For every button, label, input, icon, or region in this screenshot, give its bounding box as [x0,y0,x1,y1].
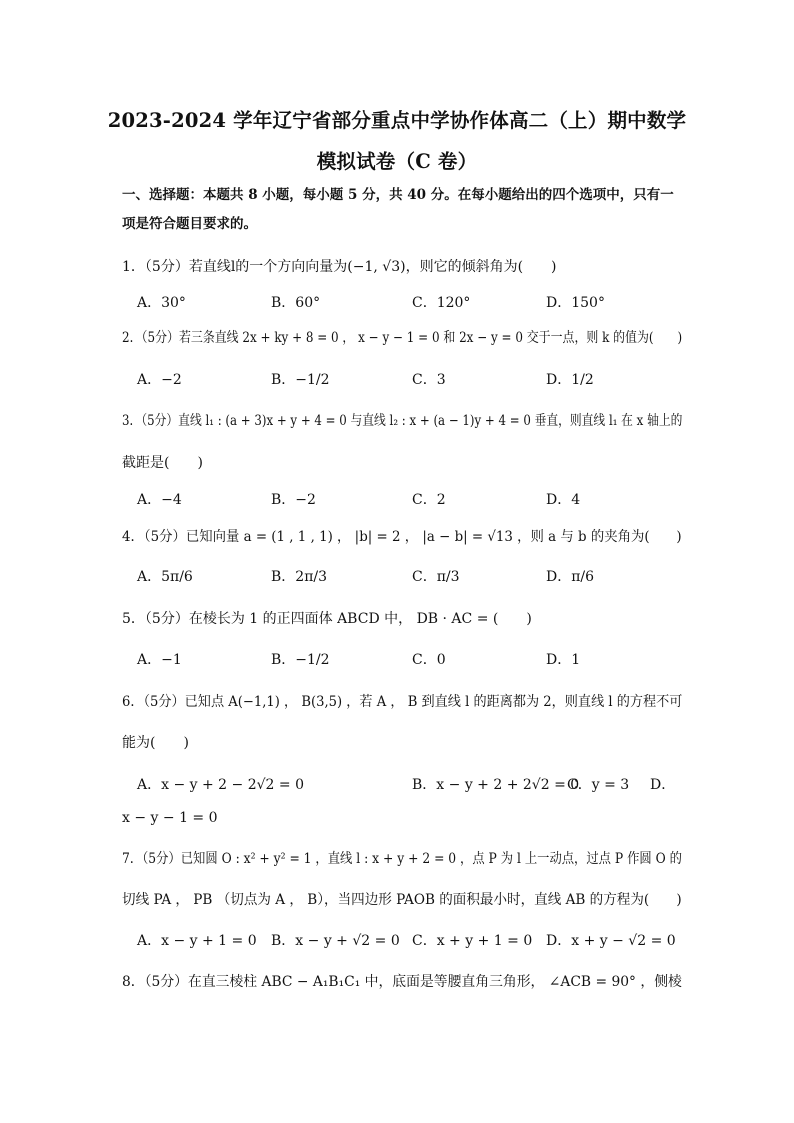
q2-option-a[interactable]: A．−2 [137,372,182,388]
question-3-stem-line1: 3．（5分）直线 l₁ : (a + 3)x + y + 4 = 0 与直线 l₂ : x + (a − 1)y + 4 = 0 垂直，则直线 l₁ 在 x 轴上的 [122,413,683,429]
q6-option-d-text[interactable]: x − y − 1 = 0 [122,810,218,826]
q6-option-c[interactable]: C．y = 3 [567,777,630,793]
q1-option-d[interactable]: D．150° [546,295,605,311]
question-7-stem-line2: 切线 PA ， PB （切点为 A ， B），当四边形 PAOB 的面积最小时，直线 AB 的方程为( ) [122,892,682,908]
q5-option-b[interactable]: B．−1/2 [271,652,330,668]
q7-option-d[interactable]: D．x + y − √2 = 0 [546,933,676,949]
q5-option-c[interactable]: C．0 [412,652,446,668]
question-3-stem-line2: 截距是( ) [122,455,203,471]
q1-option-b[interactable]: B．60° [271,295,321,311]
q7-option-c[interactable]: C．x + y + 1 = 0 [412,933,533,949]
q4-option-b[interactable]: B．2π/3 [271,569,328,585]
q3-option-a[interactable]: A．−4 [137,492,182,508]
q7-option-b[interactable]: B．x − y + √2 = 0 [271,933,400,949]
q3-option-d[interactable]: D．4 [546,492,581,508]
q2-option-c[interactable]: C．3 [412,372,446,388]
section-heading-line2: 项是符合题目要求的。 [122,216,257,232]
section-heading-line1: 一、选择题：本题共 8 小题，每小题 5 分，共 40 分。在每小题给出的四个选项中，只有一 [122,187,674,203]
q7-option-a[interactable]: A．x − y + 1 = 0 [137,933,257,949]
exam-title-line1: 2023-2024 学年辽宁省部分重点中学协作体高二（上）期中数学 [107,109,687,132]
q1-option-a[interactable]: A．30° [137,295,186,311]
q6-option-d[interactable]: D． [650,777,676,793]
q3-option-b[interactable]: B．−2 [271,492,316,508]
q3-option-c[interactable]: C．2 [412,492,446,508]
q2-option-d[interactable]: D．1/2 [546,372,594,388]
question-1-stem: 1．（5分）若直线l的一个方向向量为(−1, √3)，则它的倾斜角为( ) [122,259,557,275]
question-6-stem-line1: 6．（5分）已知点 A(−1,1) ， B(3,5) ，若 A ， B 到直线 l 的距离都为 2，则直线 l 的方程不可 [122,694,683,710]
question-8-stem: 8．（5分）在直三棱柱 ABC − A₁B₁C₁ 中，底面是等腰直角三角形， ∠ACB = 90° ，侧棱 [122,974,682,990]
q6-option-b[interactable]: B．x − y + 2 + 2√2 = 0 [412,777,580,793]
question-5-stem: 5．（5分）在棱长为 1 的正四面体 ABCD 中， DB · AC = ( ) [122,611,532,627]
q1-option-c[interactable]: C．120° [412,295,471,311]
q2-option-b[interactable]: B．−1/2 [271,372,330,388]
question-2-stem: 2．（5分）若三条直线 2x + ky + 8 = 0 ， x − y − 1 = 0 和 2x − y = 0 交于一点，则 k 的值为( ) [122,330,683,346]
q5-option-a[interactable]: A．−1 [137,652,182,668]
exam-title-line2: 模拟试卷（C 卷） [316,150,478,173]
q4-option-c[interactable]: C．π/3 [412,569,460,585]
q5-option-d[interactable]: D．1 [546,652,581,668]
q6-option-a[interactable]: A．x − y + 2 − 2√2 = 0 [137,777,304,793]
question-7-stem-line1: 7．（5分）已知圆 O : x² + y² = 1 ，直线 l : x + y + 2 = 0 ，点 P 为 l 上一动点，过点 P 作圆 O 的 [122,851,682,867]
question-6-stem-line2: 能为( ) [122,735,189,751]
q4-option-a[interactable]: A．5π/6 [137,569,193,585]
question-4-stem: 4．（5分）已知向量 a = (1 , 1 , 1) ， |b| = 2 ， |a − b| = √13 ，则 a 与 b 的夹角为( ) [122,529,682,545]
q4-option-d[interactable]: D．π/6 [546,569,595,585]
